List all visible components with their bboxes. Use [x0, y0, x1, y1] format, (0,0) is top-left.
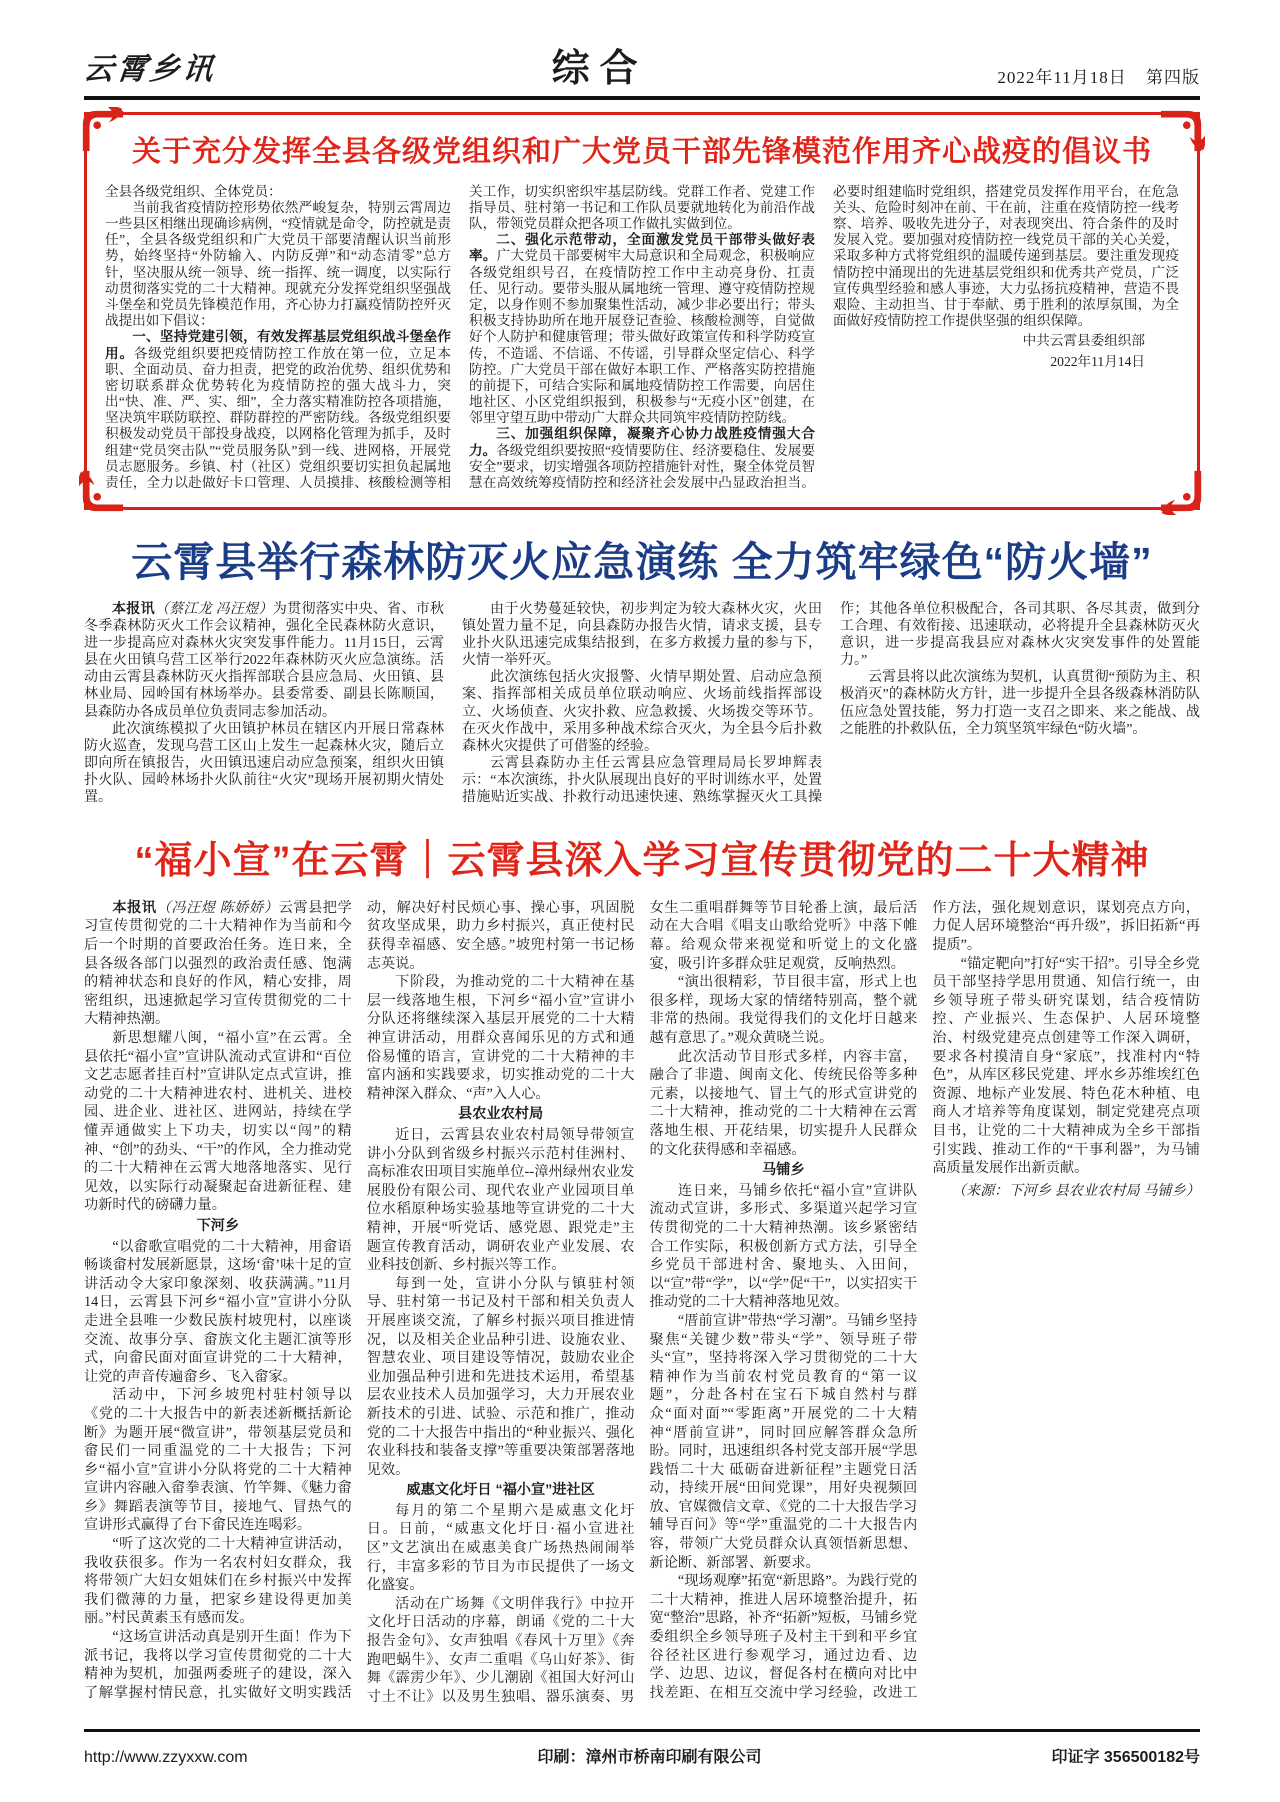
subhead-weihui-fair: 威惠文化圩日 “福小宣”进社区	[406, 1482, 595, 1499]
page-footer	[84, 1729, 1200, 1767]
article-paragraph: 活动在广场舞《文明伴我行》中拉开文化圩日活动的序幕，朗诵《党的二十大报告金句》、女声独唱《春风十万里》《奔跑吧蜗牛》、女声二重唱《乌山好茶》、街舞《霹雳少年》、少儿潮剧《祖国大好河山寸土不让》以及男生独唱、器乐演奏、男女生二重唱群舞等节目轮番上演，最后活动在大合唱《唱支山歌给党听》中落下帷幕。给观众带来视觉和听觉上的文化盛宴，吸引许多群众驻足观赏，反响热烈。	[366, 899, 918, 1705]
section-title: 综合	[551, 48, 648, 90]
article-paragraph: 下阶段，为推动党的二十大精神在基层一线落地生根，下河乡“福小宣”宣讲小分队还将继续深入基层开展党的二十大精神宣讲活动，用群众喜闻乐见的方式和通俗易懂的语言，宣讲党的二十大精神的丰富内涵和实践要求，切实推动党的二十大精神深入群众、“声”入人心。	[366, 974, 635, 1102]
section-lead: 二、强化示范带动，全面激发党员干部带头做好表率。	[469, 232, 815, 264]
corner-ornament-icon	[79, 469, 125, 515]
article-paragraph: “现场观摩”拓宽“新思路”。为践行党的二十大精神，推进人居环境整治提升，拓宽“整治”思路，补齐“拓新”短板，马铺乡党委组织全乡领导班子及村主干到和平乡宜谷径社区进行参观学习，通过边看、边学、边思、边议，督促各村在横向对比中找差距、在相互交流中学习经验，改进工作方法，强化规划意识，谋划亮点方向，力促人居环境整治“再升级”，拆旧拓新“再提质”。	[649, 899, 1200, 1701]
article-paragraph: “听了这次党的二十大精神宣讲活动，我收获很多。作为一名农村妇女群众，我将带领广大妇女姐妹们在乡村振兴中发挥我们微薄的力量，把家乡建设得更加美丽。”村民黄素玉有感而发。	[84, 1536, 352, 1627]
section-lead: 一、坚持党建引领，有效发挥基层党组织战斗堡垒作用。	[105, 329, 451, 361]
subhead-agriculture-bureau: 县农业农村局	[458, 1106, 544, 1123]
article-paragraph: 活动中，下河乡坡兜村驻村领导以《党的二十大报告中的新表述新概括新论断》为题开展“微宣讲”，带领基层党员和畲民们一同重温党的二十大报告；下河乡“福小宣”宣讲小分队将党的二十大精神宣讲内容融入畲拳表演、竹竿舞、《魅力畲乡》舞蹈表演等节目，接地气、冒热气的宣讲形式赢得了台下畲民连连喝彩。	[84, 1387, 352, 1534]
section-lead: 三、加强组织保障，凝聚齐心协力战胜疫情强大合力。	[469, 426, 815, 458]
article-paragraph: 近日，云霄县农业农村局领导带领宣讲小分队到省级乡村振兴示范村佳洲村、高标准农田项目实施单位--漳州绿州农业发展股份有限公司、现代农业产业园项目单位水稻原种场实验基地等宣讲党的二十大精神，开展“听党话、感党恩、跟党走”主题宣传教育活动，调研农业产业发展、农业科技创新、乡村振兴等工作。	[366, 1127, 635, 1274]
dateline: 本报讯	[112, 899, 157, 916]
paragraph-text: 为贯彻落实中央、省、市秋冬季森林防灭火工作会议精神，强化全民森林防火意识，进一步提高应对森林火灾突发事件能力。11月15日，云霄县在火田镇乌营工区举行2022年森林防灭火应急演练。活动由云霄县森林防灭火指挥部联合县应急局、火田镇、县林业局、园岭国有林场举办。县委常委、副县长陈顺国，县森防办各成员单位负责同志参加活动。	[84, 602, 445, 720]
paragraph-text: 云霄县把学习宣传贯彻党的二十大精神作为当前和今后一个时期的首要政治任务。连日来，全县各级各部门以强烈的政治责任感、饱满的精神状态和良好的作风，精心安排，周密组织，迅速掀起学习宣传贯彻党的二十大精神热潮。	[84, 899, 352, 1028]
article-paragraph: 云霄县将以此次演练为契机，认真贯彻“预防为主、积极消灭”的森林防火方针，进一步提升全县各级森林消防队伍应急处置技能，努力打造一支召之即来、来之能战、战之能胜的扑救队伍，全力筑坚筑牢绿色“防火墙”。	[840, 670, 1200, 737]
article-paragraph: 每月的第二个星期六是威惠文化圩日。日前，“威惠文化圩日·福小宣进社区”文艺演出在威惠美食广场热热闹闹举行，丰富多彩的节目为市民提供了一场文化盛宴。	[366, 1502, 635, 1594]
issue-info	[983, 63, 1200, 88]
section-text: 各级党组织要把疫情防控工作放在第一位，立足本职、全面动员、奋力担责，把党的政治优势、组织优势和密切联系群众优势转化为疫情防控的强大战斗力，突出“快、准、严、实、细”，全力落实精准防控各项措施，坚决筑牢联防联控、群防群控的严密防线。各级党组织要积极发动党员干部投身战疫，以网格化管理为抓手，及时组建“党员突击队”“党员服务队”到一线、进网格，开展党员志愿服务。乡镇、村（社区）党组织要切实担负起属地责任，全力以赴做好卡口管理、人员摸排、核酸检测等相关工作，切实织密织牢基层防线。党群工作者、党建工作指导员、驻村第一书记和工作队员要就地转化为前沿作战队，带领党员群众把各项工作做扎实做到位。	[105, 183, 815, 490]
corner-ornament-icon	[1159, 107, 1205, 153]
printer-info: 印刷：漳州市桥南印刷有限公司	[537, 1748, 762, 1766]
fire-drill-headline: 云霄县举行森林防灭火应急演练 全力筑牢绿色“防火墙”	[131, 539, 1153, 585]
article-paragraph: 云霄县森防办主任云霄县应急管理局局长罗坤辉表示：“本次演练，扑火队展现出良好的平时训练水平，处置措施贴近实战、扑救行动迅速快速、熟练掌握灭火工具操作；其他各单位积极配合，各司其职、各尽其责，做到分工合理、有效衔接、迅速联动，必将提升全县森林防灭火意识，进一步提高我县应对森林火灾突发事件的处置能力。”	[462, 602, 1200, 805]
fire-drill-article	[84, 540, 1200, 819]
proposal-headline: 关于充分发挥全县各级党组织和广大党员干部先锋模范作用齐心战疫的倡议书	[131, 136, 1152, 168]
article-paragraph: 此次活动节目形式多样，内容丰富，融合了非遗、闽南文化、传统民俗等多种元素，以接地气、冒土气的形式宣讲党的二十大精神，推动党的二十大精神在云霄落地生根、开花结果，切实提升人民群众的文化获得感和幸福感。	[649, 1048, 918, 1158]
spirit-headline: “福小宣”在云霄｜云霄县深入学习宣传贯彻党的二十大精神	[134, 840, 1150, 883]
website-url: http://www.zzyxxw.com	[84, 1748, 248, 1766]
byline: （蔡江龙 冯汪煜）	[154, 602, 273, 618]
proposal-signature-date: 2022年11月14日	[1050, 353, 1145, 369]
corner-ornament-icon	[79, 107, 125, 153]
fire-drill-body	[84, 601, 1200, 819]
article-paragraph: 新思想耀八闽，“福小宣”在云霄。全县依托“福小宣”宣讲队流动式宣讲和“百位文艺志愿者挂百村”宣讲队定点式宣讲，推动党的二十大精神进农村、进机关、进校园、进企业、进社区、进网站，持续在学懂弄通做实上下功夫，切实以“闯”的精神、“创”的劲头、“干”的作风，全力推动党的二十大精神在云霄大地落地落实、见行见效，以实际行动凝聚起奋进新征程、建功新时代的磅礴力量。	[84, 1030, 352, 1214]
byline: （冯汪煜 陈娇娇）	[156, 899, 279, 916]
section-text: 广大党员干部要树牢大局意识和全局观念，积极响应各级党组织号召，在疫情防控工作中主动亮身份、扛责任、见行动。要带头服从属地统一管理、遵守疫情防控规定，以身作则不参加聚集性活动，减少非必要出行；带头积极支持协助所在地开展登记查验、核酸检测等，自觉做好个人防护和健康管理；带头做好政策宣传和科学防疫宣传，不造谣、不信谣、不传谣，引导群众坚定信心、科学防控。广大党员干部在做好本职工作、严格落实防控措施的前提下，可结合实际和属地疫情防控工作需要，向居住地社区、小区党组织报到，积极参与“无疫小区”创建，在邻里守望互助中带动广大群众共同筑牢疫情防控防线。	[469, 248, 816, 426]
article-paragraph: 每到一处，宣讲小分队与镇驻村领导、驻村第一书记及村干部和相关负责人开展座谈交流，了解乡村振兴项目推进情况，以及相关企业品种引进、设施农业、智慧农业、项目建设等情况，鼓励农业企业加强品种引进和先进技术运用，希望基层农业技术人员加强学习，大力开展农业新技术的引进、试验、示范和推广，推动党的二十大报告中指出的“种业振兴、强化农业科技和装备支撑”等重要决策部署落地见效。	[366, 1275, 635, 1478]
article-paragraph: “厝前宣讲”带热“学习潮”。马铺乡坚持聚焦“关键少数”带头“学”、领导班子带头“宣”，坚持将深入学习贯彻党的二十大精神作为当前农村党员教育的“第一议题”，分赴各村在宝石下城自然村与群众“面对面”“零距离”开展党的二十大精神“厝前宣讲”，同时回应解答群众急所盼。同时，迅速组织各村党支部开展“学思践悟二十大 砥砺奋进新征程”主题党日活动，持续开展“田间党课”，用好央视频回放、官媒微信文章、《党的二十大报告学习辅导百问》等“学”重温党的二十大报告内容，带领广大党员群众认真领悟新思想、新论断、新部署、新要求。	[649, 1312, 918, 1571]
subhead-xiahe-township: 下河乡	[196, 1217, 240, 1234]
article-paragraph	[84, 899, 352, 1029]
paper-name: 云霄乡讯	[81, 53, 218, 86]
article-paragraph: 连日来，马铺乡依托“福小宣”宣讲队流动式宣讲，多形式、多渠道兴起学习宣传贯彻党的二十大精神热潮。该乡紧密结合工作实际，积极创新方式方法，引导全乡党员干部进村舍、聚地头、入田间，以“宣”带“学”，以“学”促“干”，以实招实干推动党的二十大精神落地见效。	[649, 1182, 918, 1311]
article-paragraph: 此次演练包括火灾报警、火情早期处置、启动应急预案、指挥部相关成员单位联动响应、火场前线指挥部设立、火场侦查、火灾扑救、应急救援、火场拨交等环节。在灭火作战中，采用多种战术综合灭火，为全县今后扑救森林火灾提供了可借鉴的经验。	[462, 670, 822, 754]
source-credit: （来源：下河乡 县农业农村局 马铺乡）	[951, 1182, 1200, 1199]
subhead-mapu-township: 马铺乡	[762, 1162, 805, 1179]
section-text: 各级党组织要按照“疫情要防住、经济要稳住、发展要安全”要求，切实增强各项防控措施针对性，聚全体党员智慧在高效统筹疫情防控和经济社会发展中凸显政治担当。必要时组建临时党组织，搭建党员发挥作用平台，在危急关头、危险时刻冲在前、干在前，注重在疫情防控一线考察、培养、吸收先进分子，对表现突出、符合条件的及时发展入党。要加强对疫情防控一线党员干部的关心关爱，采取多种方式将党组织的温暖传递到基层。要注重发现疫情防控中涌现出的先进基层党组织和优秀共产党员，广泛宣传典型经验和感人事迹，大力弘扬抗疫精神，营造不畏艰险、主动担当、甘于奉献、勇于胜利的浓厚氛围，为全面做好疫情防控工作提供坚强的组织保障。	[469, 183, 1179, 490]
article-paragraph: 由于火势蔓延较快，初步判定为较大森林火灾，火田镇处置力量不足，向县森防办报告火情，请求支援，县专业扑火队迅速完成集结报到，在多方救援力量的参与下，火情一举歼灭。	[462, 602, 822, 669]
article-paragraph: 此次演练模拟了火田镇护林员在辖区内开展日常森林防火巡查，发现乌营工区山上发生一起森林火灾，随后立即向所在镇报告，火田镇迅速启动应急预案，组织火田镇扑火队、园岭林场扑火队前往“火灾”现场开展初期火情处置。	[84, 721, 444, 805]
spirit-body	[84, 899, 1200, 1711]
edition-number: 第四版	[1145, 68, 1200, 87]
issue-date: 2022年11月18日	[997, 68, 1127, 87]
article-paragraph	[84, 601, 444, 721]
corner-ornament-icon	[1159, 469, 1205, 515]
spirit-article	[84, 841, 1200, 1711]
proposal-paragraph	[469, 232, 815, 426]
article-paragraph: “锚定靶向”打好“实干招”。引导全乡党员干部坚持学思用贯通、知信行统一，由乡领导班子带头研究谋划，结合疫情防控、产业振兴、生态保护、人居环境整治、村级党建亮点创建等工作深入调研，要求各村摸清自身“家底”，找准村内“特色”，从库区移民党建、坪水乡苏维埃红色资源、地标产业发展、特色花木种植、电商人才培养等角度谋划，制定党建亮点项目书，让党的二十大精神成为全乡干部指引实践、推动工作的“干事利器”，为马铺高质量发展作出新贡献。	[932, 955, 1200, 1177]
masthead	[81, 44, 1200, 100]
article-paragraph: “这场宣讲活动真是别开生面！作为下派书记，我将以学习宣传贯彻党的二十大精神为契机，加强两委班子的建设，深入了解掌握村情民意，扎实做好文明实践活动，解决好村民烦心事、操心事，巩固脱贫攻坚成果，助力乡村振兴，真正使村民获得幸福感、安全感。”坡兜村第一书记杨志英说。	[84, 899, 635, 1701]
article-paragraph: “以畲歌宣唱党的二十大精神，用畲语畅谈畲村发展新愿景，这场‘畲’味十足的宣讲活动令大家印象深刻、收获满满。”11月14日，云霄县下河乡“福小宣”宣讲小分队走进全县唯一少数民族村坡兜村，以座谈交流、故事分享、畲族文化主题汇演等形式，向畲民面对面宣讲党的二十大精神，让党的声音传遍畲乡、飞入畲家。	[84, 1238, 352, 1385]
proposal-signature: 中共云霄县委组织部	[1022, 333, 1145, 349]
proposal-body	[105, 184, 1179, 492]
proposal-paragraph: 当前我省疫情防控形势依然严峻复杂，特别云霄周边一些县区相继出现确诊病例，“疫情就是命令，防控就是责任”，全县各级党组织和广大党员干部要清醒认识当前形势，始终坚持“外防输入、内防反弹”和“动态清零”总方针，坚决服从统一领导、统一指挥、统一调度，以实际行动贯彻落实党的二十大精神。现就充分发挥党组织坚强战斗堡垒和党员先锋模范作用，齐心协力打赢疫情防控歼灭战提出如下倡议：	[105, 199, 451, 329]
article-paragraph: “演出很精彩，节目很丰富，形式上也很多样，现场大家的情绪特别高，整个就非常的热闹。我觉得我们的文化圩日越来越有意思了。”观众黄晓兰说。	[649, 974, 918, 1047]
proposal-salutation: 全县各级党组织、全体党员：	[105, 183, 282, 199]
print-license: 印证字 356500182号	[1051, 1748, 1200, 1766]
dateline: 本报讯	[112, 602, 155, 618]
proposal-article-box	[84, 112, 1200, 510]
